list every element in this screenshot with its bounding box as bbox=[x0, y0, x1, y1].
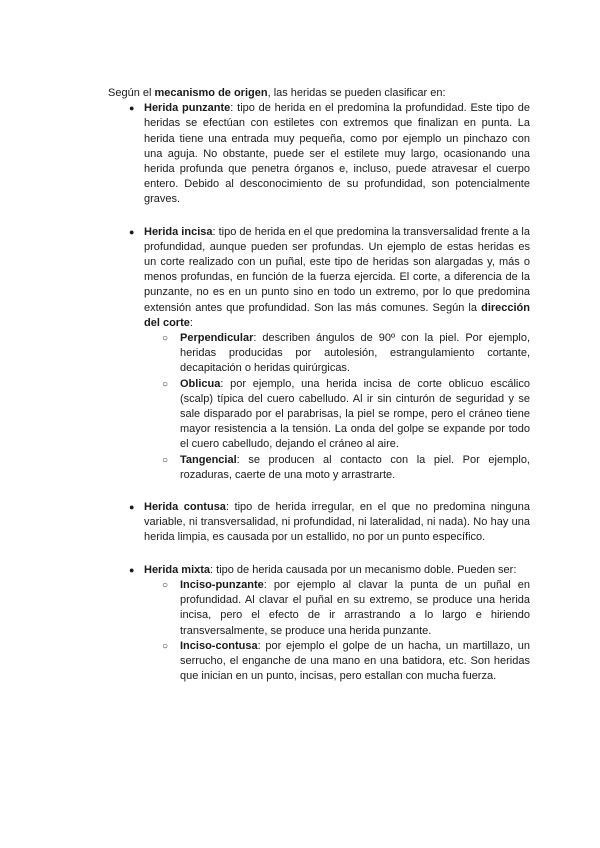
item-term: Herida contusa bbox=[144, 501, 226, 514]
list-item-mixta bbox=[108, 563, 530, 685]
intro-text-end: , las heridas se pueden clasificar en: bbox=[267, 87, 446, 99]
subitem-term: Inciso-punzante bbox=[180, 578, 264, 591]
subitem-term: Oblicua bbox=[180, 377, 221, 390]
wound-list bbox=[108, 101, 530, 684]
intro-paragraph bbox=[108, 86, 530, 101]
subitem-text: : por ejemplo, una herida incisa de corte oblicuo escálico (scalp) típica del cuero cabelludo. Al ir sin cinturón de seguridad y se sale disparado por el parabrisas, la piel se rompe, pero el cráneo tiene mayor resistencia a la tensión. La onda del golpe se expande por todo el cuero cabelludo, dejando el cráneo al aire. bbox=[180, 377, 530, 451]
circle-bullet-icon: ○ bbox=[162, 454, 169, 466]
list-item-contusa bbox=[108, 500, 530, 546]
intro-bold: mecanismo de origen bbox=[154, 87, 268, 99]
sublist-direction bbox=[144, 331, 530, 483]
sublist-mixed bbox=[144, 578, 530, 684]
circle-bullet-icon: ○ bbox=[162, 640, 169, 652]
bullet-icon: ● bbox=[129, 103, 135, 114]
item-text: : tipo de herida en el predomina la profundidad. Este tipo de heridas se efectúan con estiletes con extremos que finalizan en punta. La herida tiene una entrada muy pequeña, como por ejemplo un pinchazo con una aguja. No obstante, puede ser el estilete muy largo, ocasionando una herida profunda que penetra órganos e, incluso, puede atravesar el cuerpo entero. Debido al desconocimiento de su profundidad, son potencialmente graves. bbox=[144, 102, 530, 206]
bullet-icon: ● bbox=[129, 502, 135, 513]
circle-bullet-icon: ○ bbox=[162, 579, 169, 591]
item-text: : tipo de herida causada por un mecanismo doble. Pueden ser: bbox=[210, 563, 517, 576]
item-text: : tipo de herida irregular, en el que no predomina ninguna variable, ni transversalidad, ni profundidad, ni lateralidad, ni nada). No hay una herida limpia, es causada por un estallido, no por un punto específico. bbox=[144, 501, 530, 544]
subitem-text: : por ejemplo el golpe de un hacha, un martillazo, un serrucho, el enganche de una mano en una batidora, etc. Son heridas que inician en un punto, incisas, pero estallan con mucha fuerza. bbox=[180, 639, 530, 683]
item-term: Herida incisa bbox=[144, 225, 213, 238]
circle-bullet-icon: ○ bbox=[162, 378, 169, 390]
subitem-term: Perpendicular bbox=[180, 332, 254, 345]
subitem-text: : se producen al contacto con la piel. Por ejemplo, rozaduras, caerte de una moto y arrastrarte. bbox=[180, 453, 530, 481]
item-term: Herida mixta bbox=[144, 563, 211, 576]
item-text-end: : bbox=[189, 316, 193, 329]
item-text: : tipo de herida en el que predomina la transversalidad frente a la profundidad, aunque pueden ser profundas. Un ejemplo de estas heridas es un corte realizado con un puñal, este tipo de heridas son alargadas y, más o menos profundas, en función de la fuerza ejercida. El corte, a diferencia de la punzante, no es en un punto sino en todo un extremo, por lo que predomina extensión antes que profundidad. Son las más comunes. Según la bbox=[144, 225, 530, 314]
subitem-text: : por ejemplo al clavar la punta de un puñal en profundidad. Al clavar el puñal en su extremo, se produce una herida incisa, pero el efecto de ir arrastrando a lo largo e hiriendo transversalmente, se produce una herida punzante. bbox=[180, 578, 530, 637]
item-term: Herida punzante bbox=[144, 102, 231, 115]
sublist-item bbox=[144, 331, 530, 377]
sublist-item bbox=[144, 377, 530, 453]
sublist-item bbox=[144, 453, 530, 483]
sublist-item bbox=[144, 639, 530, 685]
list-item-incisa bbox=[108, 225, 530, 483]
subitem-text: : describen ángulos de 90º con la piel. Por ejemplo, heridas producidas por autolesión, estrangulamiento cortante, decapitación o heridas quirúrgicas. bbox=[180, 332, 530, 375]
intro-text: Según el bbox=[108, 87, 155, 99]
bullet-icon: ● bbox=[129, 226, 135, 237]
subitem-term: Inciso-contusa bbox=[180, 639, 258, 652]
subitem-term: Tangencial bbox=[180, 453, 237, 466]
circle-bullet-icon: ○ bbox=[162, 333, 169, 345]
bullet-icon: ● bbox=[129, 564, 135, 575]
list-item-punzante bbox=[108, 101, 530, 207]
item-term-secondary: dirección del corte bbox=[144, 301, 530, 329]
sublist-item bbox=[144, 578, 530, 639]
